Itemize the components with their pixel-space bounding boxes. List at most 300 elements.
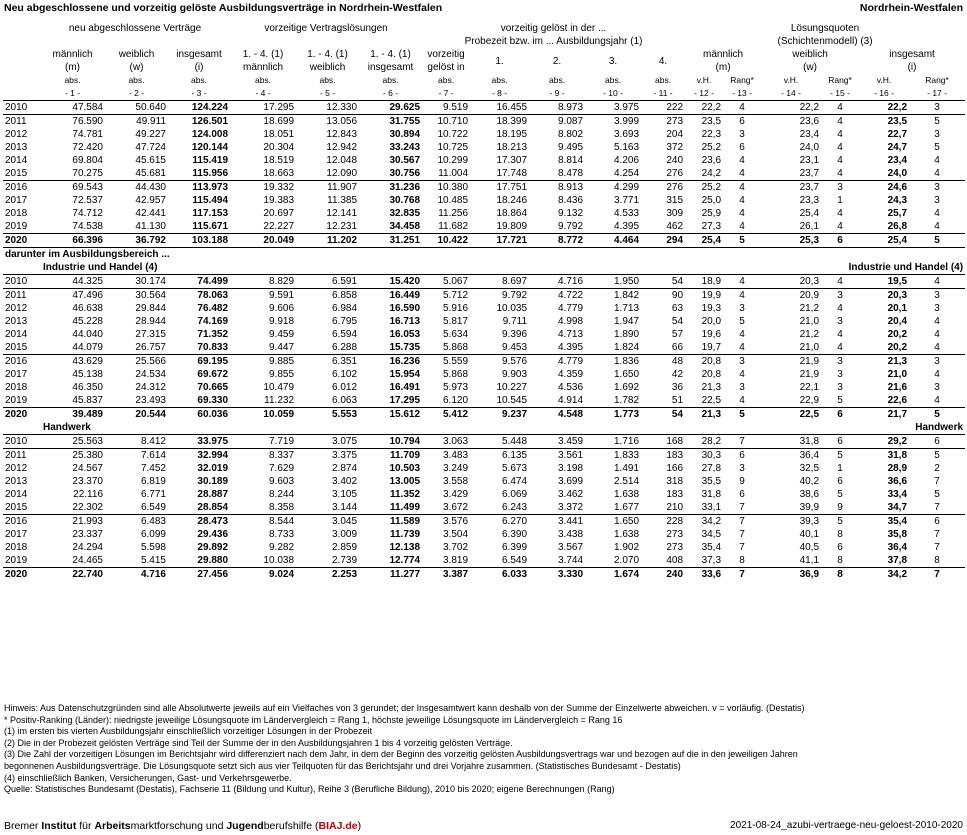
value-cell: 22,3 <box>701 129 722 140</box>
value-cell: 74.169 <box>197 316 229 327</box>
value-cell: 6.591 <box>296 275 359 289</box>
value-cell: 4 <box>837 303 843 314</box>
col-number-2: - 2 - <box>128 88 145 98</box>
value-cell: 47.584 <box>40 101 105 115</box>
value-cell: 7 <box>934 529 940 540</box>
value-cell: 4 <box>934 395 940 406</box>
value-cell: 36.792 <box>105 234 168 248</box>
value-cell: 20,8 <box>701 369 722 380</box>
value-cell: 26,1 <box>799 221 820 232</box>
year-cell: 2020 <box>3 568 40 582</box>
value-cell: 5 <box>934 489 940 500</box>
table-row <box>3 341 965 355</box>
value-cell: 29.844 <box>135 303 166 314</box>
value-cell: 18.246 <box>496 195 528 206</box>
value-cell: 115.419 <box>192 155 229 166</box>
footer-part: Arbeits <box>94 820 131 832</box>
col-number-17: - 17 - <box>927 88 947 98</box>
value-cell: 4.359 <box>558 369 584 380</box>
value-cell: 35,8 <box>887 529 908 540</box>
value-cell: 11.709 <box>359 449 422 463</box>
value-cell: 8.829 <box>230 275 296 289</box>
col-male: männlich <box>52 49 93 60</box>
value-cell: 8.358 <box>268 502 295 513</box>
value-cell: 9.591 <box>230 289 296 303</box>
value-cell: 28,2 <box>685 435 723 449</box>
value-cell: 5.415 <box>140 555 166 566</box>
value-cell: 3.105 <box>331 489 358 500</box>
value-cell: 76.590 <box>40 115 105 129</box>
value-cell: 6 <box>909 515 965 529</box>
value-cell: 47.724 <box>135 142 166 153</box>
table-row <box>3 435 965 449</box>
value-cell: 8 <box>837 555 843 566</box>
value-cell: 31.755 <box>359 115 422 129</box>
value-cell: 9.885 <box>230 355 296 369</box>
value-cell: 6.270 <box>470 515 529 529</box>
value-cell: 8.544 <box>230 515 296 529</box>
value-cell: 20.697 <box>263 208 295 219</box>
value-cell: 3 <box>837 316 843 327</box>
value-cell: 44.040 <box>72 329 103 340</box>
value-cell: 4 <box>934 168 940 179</box>
value-cell: 6 <box>837 542 843 553</box>
value-cell: 29.880 <box>197 555 229 566</box>
unit-label-17: Rang* <box>925 75 949 85</box>
value-cell: 7.614 <box>105 449 168 463</box>
value-cell: 4 <box>739 168 745 179</box>
section-header-row <box>3 261 965 275</box>
value-cell: 25.380 <box>40 449 105 463</box>
value-cell: 4.713 <box>558 329 584 340</box>
value-cell: 30,3 <box>685 449 723 463</box>
value-cell: 6.549 <box>502 555 528 566</box>
notes-block <box>4 703 964 796</box>
value-cell: 4.464 <box>585 234 641 248</box>
col-quote-total: insgesamt <box>889 49 935 60</box>
value-cell: 4 <box>934 208 940 219</box>
table-row <box>3 167 965 181</box>
value-cell: 41.130 <box>135 221 166 232</box>
value-cell: 115.494 <box>192 195 229 206</box>
value-cell: 5 <box>909 408 965 422</box>
value-cell: 9.282 <box>268 542 295 553</box>
unit-label-16: v.H. <box>876 75 892 85</box>
value-cell: 4 <box>739 342 745 353</box>
value-cell: 32.994 <box>168 449 230 463</box>
value-cell: 23.493 <box>135 395 166 406</box>
value-cell: 4.716 <box>529 275 585 289</box>
note-1: Hinweis: Aus Datenschutzgründen sind alle Absolutwerte jeweils auf ein Vielfaches von 3 gerundet; der Insgesamtwert kann deshalb von der Summe der Einzelwerte abweichen. v = vorläufig. (Destatis) <box>4 703 805 713</box>
value-cell: 20,2 <box>887 329 908 340</box>
value-cell: 11.385 <box>327 195 358 206</box>
file-id: 2021-08-24_azubi-vertraege-neu-geloest-2010-2020 <box>730 820 963 831</box>
value-cell: 9.711 <box>502 316 528 327</box>
value-cell: 9.576 <box>470 355 529 369</box>
value-cell: 273 <box>641 115 685 129</box>
value-cell: 18.864 <box>496 208 528 219</box>
value-cell: 9.024 <box>230 568 296 582</box>
value-cell: 6.390 <box>502 529 528 540</box>
value-cell: 6.549 <box>140 502 166 513</box>
table-row <box>3 302 965 315</box>
value-cell: 22.740 <box>40 568 105 582</box>
value-cell: 1.692 <box>614 382 640 393</box>
value-cell: 7 <box>723 435 761 449</box>
value-cell: 5.817 <box>443 316 469 327</box>
value-cell: 3.693 <box>614 129 640 140</box>
year-cell: 2014 <box>5 155 28 166</box>
year-cell: 2013 <box>5 316 28 327</box>
value-cell: 7 <box>723 568 761 582</box>
value-cell: 29.892 <box>197 542 229 553</box>
value-cell: 17.307 <box>496 155 528 166</box>
value-cell: 45.837 <box>72 395 103 406</box>
unit-label-6: abs. <box>382 75 399 85</box>
value-cell: 15.735 <box>389 342 421 353</box>
value-cell: 6.033 <box>470 568 529 582</box>
value-cell: 22,7 <box>887 129 908 140</box>
value-cell: 6 <box>821 435 859 449</box>
value-cell: 22.302 <box>72 502 103 513</box>
value-cell: 3 <box>821 355 859 369</box>
value-cell: 25,0 <box>701 195 722 206</box>
value-cell: 32.835 <box>389 208 421 219</box>
value-cell: 28.854 <box>197 502 229 513</box>
value-cell: 69.330 <box>197 395 229 406</box>
note-8: Quelle: Statistisches Bundesamt (Destatis), Fachserie 11 (Bildung und Kultur), Reihe 3 (Berufliche Bildung), 2010 bis 2020; eigene Berechnungen (Rang) <box>4 784 615 795</box>
col-number-11: - 11 - <box>653 88 673 98</box>
col-number-3: - 3 - <box>191 88 207 98</box>
value-cell: 18.399 <box>470 115 529 129</box>
value-cell: 6 <box>821 408 859 422</box>
unit-label-10: abs. <box>604 75 622 85</box>
value-cell: 7 <box>909 568 965 582</box>
value-cell: 6.099 <box>140 529 166 540</box>
table-row <box>3 554 965 568</box>
year-cell: 2020 <box>3 234 40 248</box>
value-cell: 10.380 <box>422 181 470 195</box>
value-cell: 22,6 <box>887 395 908 406</box>
value-cell: 15.954 <box>389 369 421 380</box>
value-cell: 10.422 <box>422 234 470 248</box>
value-cell: 42.441 <box>135 208 166 219</box>
value-cell: 4.254 <box>614 168 640 179</box>
value-cell: 6 <box>723 449 761 463</box>
table-row <box>3 141 965 154</box>
year-cell: 2014 <box>5 329 28 340</box>
value-cell: 21,3 <box>685 408 723 422</box>
col-total: insgesamt <box>176 49 222 60</box>
value-cell: 183 <box>666 489 684 500</box>
value-cell: 28.887 <box>197 489 229 500</box>
value-cell: 4.779 <box>558 303 584 314</box>
value-cell: 34,2 <box>859 568 909 582</box>
table-row <box>3 462 965 475</box>
value-cell: 23,4 <box>799 129 820 140</box>
value-cell: 8.244 <box>268 489 295 500</box>
col-number-8: - 8 - <box>491 88 508 98</box>
value-cell: 4 <box>739 155 745 166</box>
unit-label-9: abs. <box>548 75 566 85</box>
value-cell: 25,2 <box>701 142 722 153</box>
value-cell: 21,9 <box>761 355 821 369</box>
value-cell: 9.792 <box>470 289 529 303</box>
value-cell: 3 <box>821 181 859 195</box>
year-cell: 2011 <box>3 449 40 463</box>
year-cell: 2020 <box>3 408 40 422</box>
value-cell: 1.677 <box>614 502 640 513</box>
value-cell: 26.757 <box>135 342 166 353</box>
value-cell: 4.914 <box>558 395 584 406</box>
value-cell: 37,3 <box>701 555 722 566</box>
value-cell: 2.874 <box>331 463 358 474</box>
unit-label-4: abs. <box>254 75 272 85</box>
value-cell: 12.231 <box>326 221 358 232</box>
value-cell: 9 <box>837 502 843 513</box>
col-term-female-sub: weiblich <box>309 62 346 73</box>
value-cell: 3 <box>739 463 745 474</box>
col-probation-sub: gelöst in <box>427 62 465 73</box>
value-cell: 9.132 <box>558 208 584 219</box>
value-cell: 15.612 <box>359 408 422 422</box>
value-cell: 36,6 <box>887 476 908 487</box>
value-cell: 25,7 <box>887 208 908 219</box>
value-cell: 3.045 <box>296 515 359 529</box>
year-cell: 2015 <box>5 342 28 353</box>
value-cell: 60.036 <box>168 408 230 422</box>
value-cell: 18.663 <box>263 168 295 179</box>
value-cell: 23,5 <box>685 115 723 129</box>
value-cell: 21,2 <box>799 329 820 340</box>
col-number-13: - 13 - <box>732 88 752 98</box>
biaj-link[interactable]: BIAJ.de <box>318 820 358 832</box>
value-cell: 1 <box>837 195 843 206</box>
table-row <box>3 315 965 328</box>
value-cell: 11.739 <box>389 529 421 540</box>
value-cell: 3 <box>739 129 745 140</box>
value-cell: 74.499 <box>168 275 230 289</box>
col-term-male-sub: männlich <box>243 62 284 73</box>
value-cell: 66.396 <box>40 234 105 248</box>
value-cell: 74.538 <box>72 221 103 232</box>
value-cell: 6.399 <box>502 542 528 553</box>
value-cell: 13.005 <box>389 476 421 487</box>
value-cell: 9.459 <box>268 329 295 340</box>
darunter-label: darunter im Ausbildungsbereich ... <box>3 248 965 262</box>
col-number-15: - 15 - <box>830 88 850 98</box>
page-title: Neu abgeschlossene und vorzeitig gelöste Ausbildungsverträge in Nordrhein-Westfalen <box>4 2 443 14</box>
unit-label-2: abs. <box>128 75 145 85</box>
value-cell: 5 <box>909 449 965 463</box>
value-cell: 51 <box>671 395 684 406</box>
value-cell: 33,4 <box>887 489 908 500</box>
value-cell: 32.019 <box>197 463 229 474</box>
table-row <box>3 475 965 488</box>
value-cell: 11.004 <box>438 168 469 179</box>
col-number-12: - 12 - <box>694 88 714 98</box>
value-cell: 40,1 <box>799 529 820 540</box>
value-cell: 4 <box>739 395 745 406</box>
value-cell: 3.462 <box>558 489 584 500</box>
value-cell: 10.722 <box>437 129 469 140</box>
value-cell: 6.483 <box>105 515 168 529</box>
value-cell: 21.993 <box>40 515 105 529</box>
value-cell: 21,7 <box>859 408 909 422</box>
value-cell: 5.673 <box>502 463 528 474</box>
col-year4: 4. <box>658 55 668 67</box>
value-cell: 210 <box>666 502 684 513</box>
unit-label-13: Rang* <box>730 75 754 85</box>
unit-label-8: abs. <box>491 75 508 85</box>
table-row <box>3 207 965 220</box>
value-cell: 6.012 <box>331 382 358 393</box>
value-cell: 47.496 <box>40 289 105 303</box>
value-cell: 5.868 <box>443 369 469 380</box>
value-cell: 17.295 <box>389 395 421 406</box>
unit-label-11: abs. <box>654 75 672 85</box>
value-cell: 1.650 <box>585 515 641 529</box>
value-cell: 34,7 <box>887 502 908 513</box>
value-cell: 66 <box>671 342 684 353</box>
value-cell: 25.566 <box>105 355 168 369</box>
section-title-right: Handwerk <box>915 422 964 433</box>
value-cell: 4 <box>934 369 940 380</box>
value-cell: 4 <box>934 221 940 232</box>
value-cell: 24,0 <box>799 142 820 153</box>
value-cell: 1.674 <box>585 568 641 582</box>
value-cell: 43.629 <box>40 355 105 369</box>
value-cell: 5.448 <box>470 435 529 449</box>
value-cell: 20,2 <box>887 342 908 353</box>
value-cell: 1.842 <box>585 289 641 303</box>
table-row <box>3 194 965 207</box>
value-cell: 34,5 <box>701 529 722 540</box>
value-cell: 57 <box>671 329 684 340</box>
col-number-5: - 5 - <box>319 88 336 98</box>
value-cell: 8 <box>934 555 940 566</box>
value-cell: 23.370 <box>72 476 103 487</box>
footer-source <box>4 820 361 832</box>
value-cell: 18.519 <box>263 155 295 166</box>
value-cell: 40,5 <box>799 542 820 553</box>
value-cell: 3.429 <box>443 489 469 500</box>
section-header-row <box>3 421 965 435</box>
year-cell: 2018 <box>5 208 28 219</box>
year-cell: 2016 <box>3 181 40 195</box>
value-cell: 18.051 <box>263 129 295 140</box>
value-cell: 74.781 <box>72 129 103 140</box>
col-quote-female-abbr: (w) <box>803 62 817 73</box>
value-cell: 90 <box>641 289 685 303</box>
value-cell: 5 <box>739 316 745 327</box>
value-cell: 38,6 <box>799 489 820 500</box>
col-number-6: - 6 - <box>382 88 399 98</box>
value-cell: 6 <box>837 476 843 487</box>
value-cell: 28.944 <box>135 316 166 327</box>
value-cell: 8.733 <box>268 529 295 540</box>
value-cell: 19,9 <box>685 289 723 303</box>
year-cell: 2010 <box>3 435 40 449</box>
value-cell: 6.069 <box>502 489 528 500</box>
value-cell: 33.243 <box>389 142 421 153</box>
year-cell: 2011 <box>3 115 40 129</box>
value-cell: 10.035 <box>496 303 528 314</box>
value-cell: 5.868 <box>443 342 469 353</box>
value-cell: 3.330 <box>529 568 585 582</box>
value-cell: 11.352 <box>389 489 421 500</box>
value-cell: 12.141 <box>326 208 358 219</box>
value-cell: 11.682 <box>438 221 469 232</box>
value-cell: 24,6 <box>859 181 909 195</box>
value-cell: 44.079 <box>72 342 103 353</box>
value-cell: 29.625 <box>359 101 422 115</box>
value-cell: 29,2 <box>859 435 909 449</box>
value-cell: 318 <box>666 476 684 487</box>
value-cell: 26,8 <box>887 221 908 232</box>
value-cell: 124.008 <box>191 129 229 140</box>
col-male-abbr: (m) <box>65 62 80 73</box>
value-cell: 35,4 <box>859 515 909 529</box>
value-cell: 462 <box>666 221 684 232</box>
value-cell: 4 <box>723 181 761 195</box>
value-cell: 6 <box>739 142 745 153</box>
year-cell: 2017 <box>5 195 28 206</box>
value-cell: 4.395 <box>558 342 584 353</box>
header-colnum-row <box>3 87 965 101</box>
value-cell: 7 <box>934 502 940 513</box>
value-cell: 19.332 <box>230 181 296 195</box>
value-cell: 7 <box>739 529 745 540</box>
value-cell: 39,9 <box>799 502 820 513</box>
value-cell: 3 <box>821 289 859 303</box>
value-cell: 24.312 <box>135 382 166 393</box>
value-cell: 7 <box>739 542 745 553</box>
value-cell: 6.243 <box>502 502 528 513</box>
value-cell: 25,4 <box>799 208 820 219</box>
value-cell: 117.153 <box>192 208 229 219</box>
value-cell: 4 <box>821 101 859 115</box>
value-cell: 273 <box>666 542 684 553</box>
value-cell: 22,9 <box>799 395 820 406</box>
value-cell: 21,0 <box>799 316 820 327</box>
value-cell: 8.478 <box>558 168 584 179</box>
value-cell: 273 <box>666 529 684 540</box>
value-cell: 4 <box>837 342 843 353</box>
value-cell: 39,3 <box>761 515 821 529</box>
value-cell: 4.716 <box>105 568 168 582</box>
year-cell: 2010 <box>3 101 40 115</box>
value-cell: 6 <box>739 489 745 500</box>
value-cell: 31,8 <box>761 435 821 449</box>
value-cell: 126.501 <box>168 115 230 129</box>
value-cell: 11.589 <box>359 515 422 529</box>
table-row <box>3 488 965 501</box>
value-cell: 6.594 <box>331 329 358 340</box>
value-cell: 32,5 <box>799 463 820 474</box>
footer-part: Jugend <box>226 820 264 832</box>
value-cell: 103.188 <box>168 234 230 248</box>
value-cell: 4 <box>739 369 745 380</box>
table-row <box>3 355 965 369</box>
year-cell: 2013 <box>5 142 28 153</box>
value-cell: 1.824 <box>614 342 640 353</box>
value-cell: 4 <box>723 275 761 289</box>
year-cell: 2012 <box>5 303 28 314</box>
value-cell: 20,3 <box>859 289 909 303</box>
value-cell: 27,3 <box>701 221 722 232</box>
value-cell: 8.973 <box>529 101 585 115</box>
